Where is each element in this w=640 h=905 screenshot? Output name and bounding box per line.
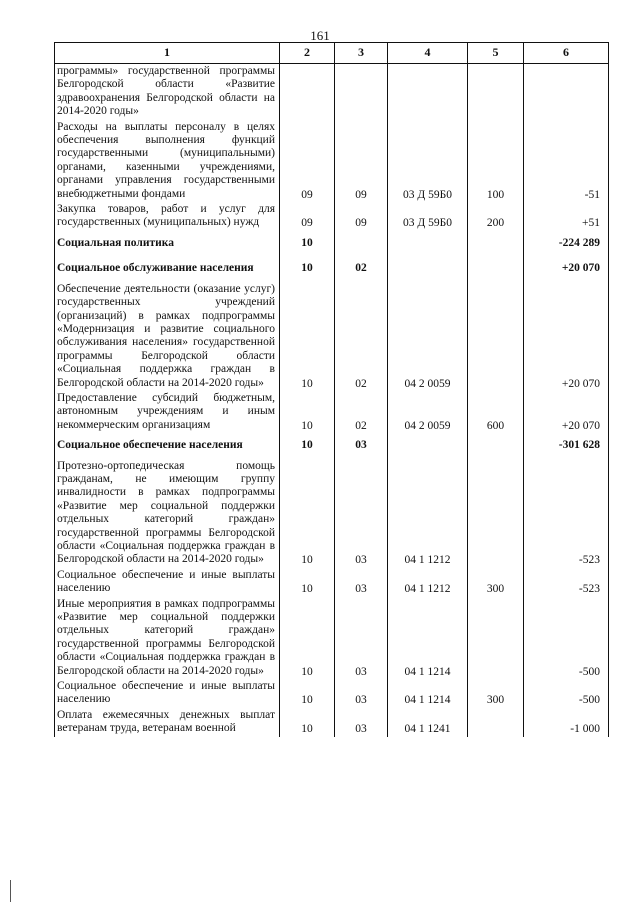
row-section-code: 10 bbox=[280, 459, 335, 568]
row-amount: -500 bbox=[524, 679, 609, 708]
row-description: Социальная политика bbox=[55, 231, 280, 256]
row-description: Обеспечение деятельности (оказание услуг) государственных учреждений (организаций) в рамках подпрограммы «Модернизация и развитие социального обслуживания населения» государственной программы Белгородской области «Социальная поддержка граждан в Белгородской области на 2014-2020 годы» bbox=[55, 282, 280, 391]
table-row bbox=[55, 391, 609, 433]
row-article-code: 04 1 1214 bbox=[388, 679, 468, 708]
row-article-code: 04 1 1212 bbox=[388, 459, 468, 568]
row-description: Социальное обслуживание населения bbox=[55, 256, 280, 281]
row-amount: -500 bbox=[524, 597, 609, 679]
row-amount: -1 000 bbox=[524, 708, 609, 737]
row-amount: -224 289 bbox=[524, 231, 609, 256]
row-subsection-code: 03 bbox=[335, 708, 388, 737]
row-expense-type bbox=[468, 597, 524, 679]
row-subsection-code: 03 bbox=[335, 679, 388, 708]
row-expense-type: 200 bbox=[468, 202, 524, 231]
row-description: Социальное обеспечение и иные выплаты населению bbox=[55, 679, 280, 708]
row-section-code: 10 bbox=[280, 708, 335, 737]
row-article-code: 04 1 1212 bbox=[388, 568, 468, 597]
row-section-code: 10 bbox=[280, 679, 335, 708]
row-expense-type bbox=[468, 256, 524, 281]
row-article-code: 03 Д 59Б0 bbox=[388, 120, 468, 202]
column-header-1: 1 bbox=[55, 43, 280, 64]
row-description: Расходы на выплаты персоналу в целях обеспечения выполнения функций государственными (муниципальными) органами, казенными учреждениями, органами управления государственными внебюджетными фондами bbox=[55, 120, 280, 202]
row-section-code: 09 bbox=[280, 202, 335, 231]
row-amount: -51 bbox=[524, 120, 609, 202]
row-expense-type bbox=[468, 64, 524, 120]
row-section-code bbox=[280, 64, 335, 120]
row-expense-type: 300 bbox=[468, 568, 524, 597]
row-description: Социальное обеспечение и иные выплаты населению bbox=[55, 568, 280, 597]
table-row bbox=[55, 433, 609, 458]
row-subsection-code bbox=[335, 231, 388, 256]
row-amount: +20 070 bbox=[524, 391, 609, 433]
row-description: Социальное обеспечение населения bbox=[55, 433, 280, 458]
row-subsection-code: 03 bbox=[335, 597, 388, 679]
row-amount: -523 bbox=[524, 568, 609, 597]
table-row bbox=[55, 231, 609, 256]
column-header-4: 4 bbox=[388, 43, 468, 64]
row-expense-type bbox=[468, 708, 524, 737]
row-section-code: 09 bbox=[280, 120, 335, 202]
row-description: Протезно-ортопедическая помощь гражданам, не имеющим группу инвалидности в рамках подпрограммы «Развитие мер социальной поддержки отдельных категорий граждан» государственной программы Белгородской области «Социальная поддержка граждан в Белгородской области на 2014-2020 годы» bbox=[55, 459, 280, 568]
table-row bbox=[55, 459, 609, 568]
row-section-code: 10 bbox=[280, 568, 335, 597]
table-row bbox=[55, 256, 609, 281]
row-expense-type: 600 bbox=[468, 391, 524, 433]
row-subsection-code: 03 bbox=[335, 459, 388, 568]
row-expense-type: 100 bbox=[468, 120, 524, 202]
row-section-code: 10 bbox=[280, 282, 335, 391]
row-subsection-code: 02 bbox=[335, 256, 388, 281]
row-subsection-code: 09 bbox=[335, 120, 388, 202]
budget-table bbox=[54, 42, 609, 737]
row-article-code: 03 Д 59Б0 bbox=[388, 202, 468, 231]
row-article-code bbox=[388, 256, 468, 281]
table-row bbox=[55, 64, 609, 120]
row-description: Закупка товаров, работ и услуг для государственных (муниципальных) нужд bbox=[55, 202, 280, 231]
row-expense-type: 300 bbox=[468, 679, 524, 708]
column-header-6: 6 bbox=[524, 43, 609, 64]
column-header-3: 3 bbox=[335, 43, 388, 64]
table-row bbox=[55, 597, 609, 679]
row-expense-type bbox=[468, 433, 524, 458]
table-row bbox=[55, 282, 609, 391]
row-article-code: 04 1 1241 bbox=[388, 708, 468, 737]
row-amount: -523 bbox=[524, 459, 609, 568]
row-subsection-code: 03 bbox=[335, 433, 388, 458]
table-row bbox=[55, 708, 609, 737]
table-body bbox=[55, 64, 609, 737]
row-subsection-code: 02 bbox=[335, 391, 388, 433]
row-subsection-code: 03 bbox=[335, 568, 388, 597]
row-amount bbox=[524, 64, 609, 120]
page-number: 161 bbox=[310, 28, 330, 43]
table-row bbox=[55, 202, 609, 231]
row-article-code bbox=[388, 433, 468, 458]
row-amount: -301 628 bbox=[524, 433, 609, 458]
table-header bbox=[55, 43, 609, 64]
row-description: Иные мероприятия в рамках подпрограммы «Развитие мер социальной поддержки отдельных категорий граждан» государственной программы Белгородской области «Социальная поддержка граждан в Белгородской области на 2014-2020 годы» bbox=[55, 597, 280, 679]
row-description: Предоставление субсидий бюджетным, автономным учреждениям и иным некоммерческим организациям bbox=[55, 391, 280, 433]
row-expense-type bbox=[468, 231, 524, 256]
row-amount: +51 bbox=[524, 202, 609, 231]
row-subsection-code: 09 bbox=[335, 202, 388, 231]
row-article-code: 04 2 0059 bbox=[388, 282, 468, 391]
row-article-code bbox=[388, 231, 468, 256]
row-amount: +20 070 bbox=[524, 282, 609, 391]
row-expense-type bbox=[468, 459, 524, 568]
margin-mark bbox=[10, 880, 11, 902]
row-subsection-code bbox=[335, 64, 388, 120]
row-section-code: 10 bbox=[280, 433, 335, 458]
row-section-code: 10 bbox=[280, 597, 335, 679]
row-subsection-code: 02 bbox=[335, 282, 388, 391]
row-article-code: 04 1 1214 bbox=[388, 597, 468, 679]
row-section-code: 10 bbox=[280, 391, 335, 433]
row-amount: +20 070 bbox=[524, 256, 609, 281]
row-expense-type bbox=[468, 282, 524, 391]
row-section-code: 10 bbox=[280, 231, 335, 256]
table-row bbox=[55, 120, 609, 202]
column-header-2: 2 bbox=[280, 43, 335, 64]
row-article-code: 04 2 0059 bbox=[388, 391, 468, 433]
row-description: программы» государственной программы Белгородской области «Развитие здравоохранения Белгородской области на 2014-2020 годы» bbox=[55, 64, 280, 120]
row-section-code: 10 bbox=[280, 256, 335, 281]
column-header-5: 5 bbox=[468, 43, 524, 64]
row-description: Оплата ежемесячных денежных выплат ветеранам труда, ветеранам военной bbox=[55, 708, 280, 737]
table-row bbox=[55, 568, 609, 597]
row-article-code bbox=[388, 64, 468, 120]
header-row bbox=[55, 43, 609, 64]
table-row bbox=[55, 679, 609, 708]
